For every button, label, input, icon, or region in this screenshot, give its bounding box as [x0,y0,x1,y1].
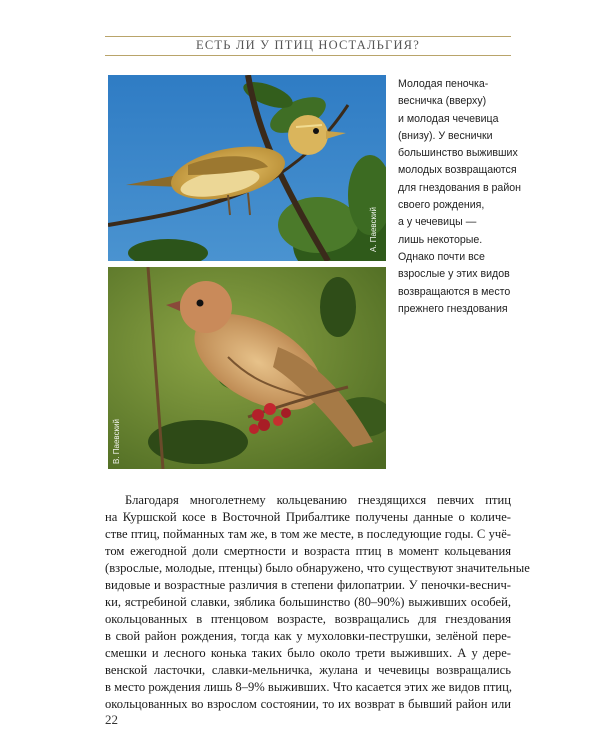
caption-line: а у чечевицы — [398,216,477,229]
photo-credit-top: А. Паевский [368,206,378,253]
body-line: Благодаря многолетнему кольцеванию гнездящихся певчих птиц [125,493,511,507]
body-line: в свой район рождения, тогда как у мухоловки-пеструшки, зелёной пере- [105,629,511,643]
body-line: венской ласточки, славки-мельничка, жулана и чечевицы возвращались [105,663,511,677]
header-rule-bottom [105,55,511,56]
body-line: в место рождения лишь 8–9% выживших. Что касается этих же видов птиц, [105,680,513,694]
body-line: видовые и возрастные различия в степени филопатрии. У пеночки-веснич- [105,578,511,592]
photo-caption [398,76,521,318]
body-line: окольцованных во взрослом состоянии, то их возврат в бывший район или [105,697,511,711]
header-rule-top [105,36,511,37]
body-line: стве птиц, пойманных там же, в том же месте, в последующие годы. С учё- [105,527,511,541]
photo-rosefinch [108,267,386,469]
caption-line: своего рождения, [398,199,485,212]
body-line: на Куршской косе в Восточной Прибалтике получены данные о количе- [105,510,511,524]
caption-line: прежнего гнездования [398,302,508,315]
rosefinch-illustration [108,267,386,469]
body-line: ки, ястребиной славки, зяблика большинство (80–90%) выживших особей, [105,595,511,609]
caption-line: взрослые у этих видов [398,268,510,281]
body-line: том ежегодной доли смертности и возраста птиц в момент кольцевания [105,544,511,558]
photo-credit-bottom: В. Паевский [112,418,122,465]
caption-line: лишь некоторые. [398,233,483,246]
caption-line: для гнездования в район [398,181,521,194]
body-paragraph [105,492,530,713]
caption-line: возвращаются в место [398,285,511,298]
page-number: 22 [105,712,118,727]
caption-line: и молодая чечевица [398,112,499,125]
photo-willow-warbler [108,75,386,261]
body-line: смешки и лесного конька таких было около трети выживших. А у дере- [105,646,511,660]
caption-line: (внизу). У веснички [398,129,493,142]
body-line: окольцованных в птенцовом возрасте, возвращались для гнездования [105,612,511,626]
caption-line: Однако почти все [398,250,485,263]
caption-line: Молодая пеночка- [398,78,489,90]
caption-line: молодых возвращаются [398,164,517,177]
running-title: ЕСТЬ ЛИ У ПТИЦ НОСТАЛЬГИЯ? [196,38,420,52]
body-line: (взрослые, молодые, птенцы) было обнаружено, что существуют значительные [105,561,530,575]
willow-warbler-illustration [108,75,386,261]
caption-line: весничка (вверху) [398,95,487,108]
caption-line: большинство выживших [398,147,518,160]
